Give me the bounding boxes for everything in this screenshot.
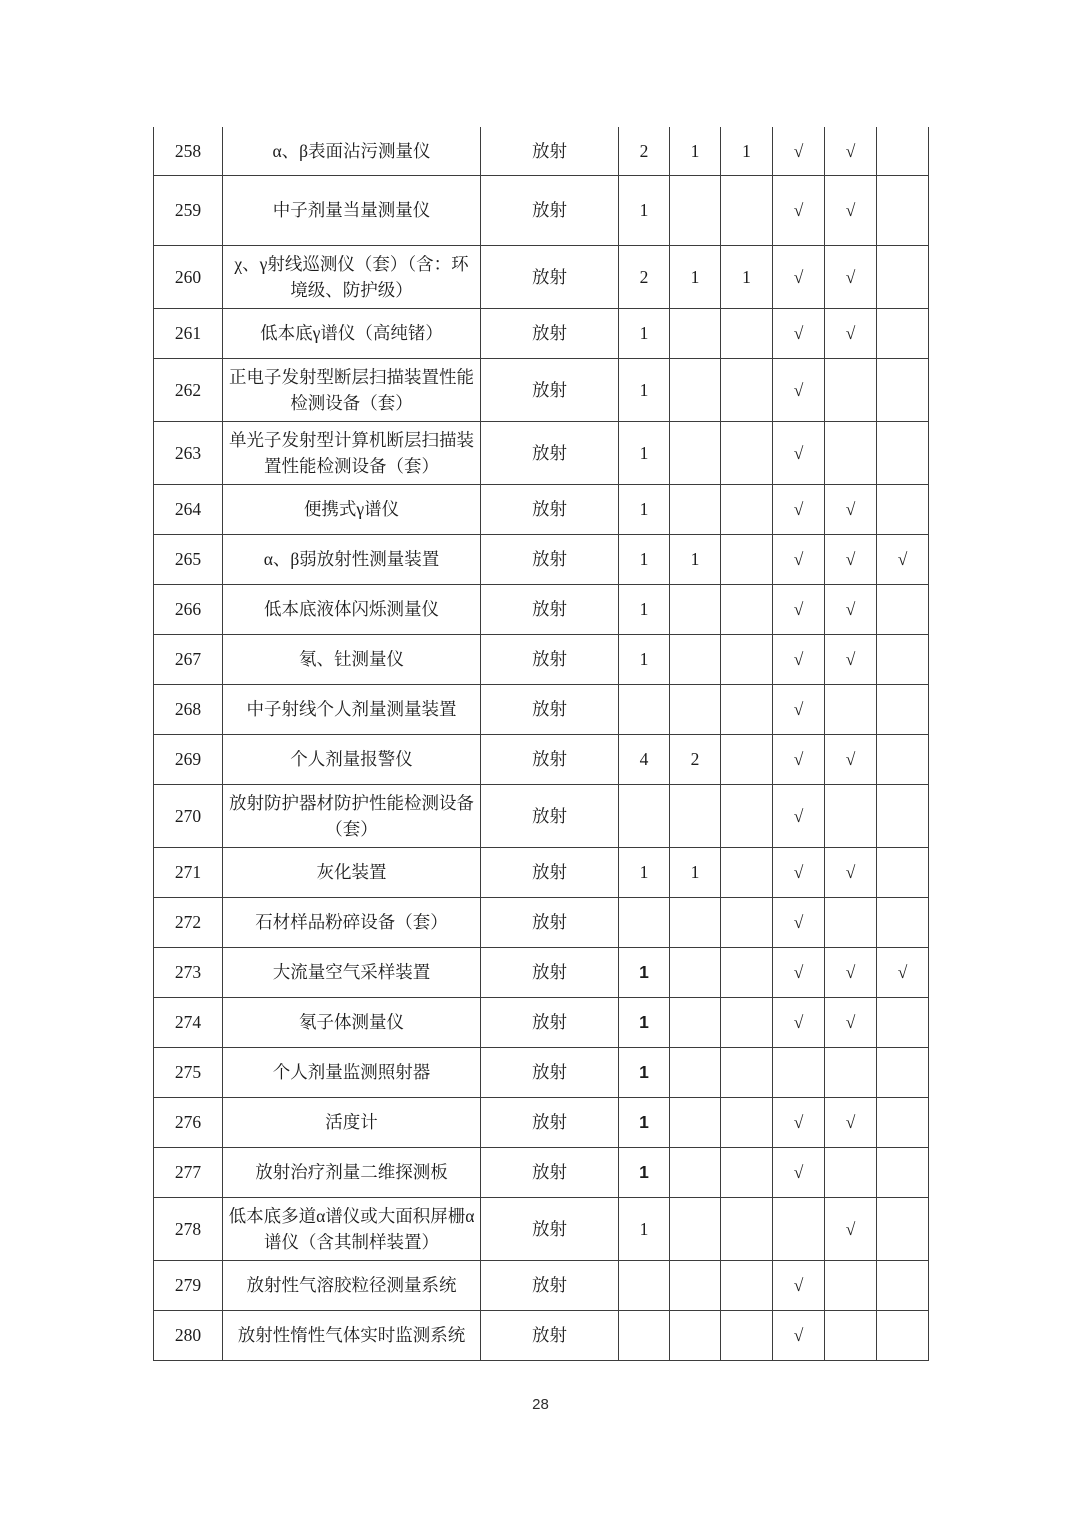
quantity-1 (619, 1310, 670, 1360)
equipment-name: 氡、钍测量仪 (223, 634, 481, 684)
table-row (154, 534, 929, 584)
quantity-3 (721, 534, 773, 584)
table-row (154, 634, 929, 684)
quantity-3 (721, 1310, 773, 1360)
quantity-2 (670, 1260, 721, 1310)
quantity-1: 1 (619, 847, 670, 897)
category: 放射 (481, 997, 619, 1047)
quantity-1: 2 (619, 127, 670, 175)
row-index: 273 (154, 947, 223, 997)
check-1: √ (773, 484, 825, 534)
table-row (154, 584, 929, 634)
check-3 (877, 784, 929, 847)
equipment-name: 石材样品粉碎设备（套） (223, 897, 481, 947)
category: 放射 (481, 684, 619, 734)
quantity-3: 1 (721, 127, 773, 175)
check-2 (825, 358, 877, 421)
quantity-1: 1 (619, 358, 670, 421)
table-row (154, 175, 929, 245)
check-2: √ (825, 847, 877, 897)
equipment-name: 正电子发射型断层扫描装置性能检测设备（套） (223, 358, 481, 421)
quantity-3 (721, 175, 773, 245)
quantity-1: 1 (619, 1147, 670, 1197)
quantity-3 (721, 1197, 773, 1260)
category: 放射 (481, 784, 619, 847)
row-index: 278 (154, 1197, 223, 1260)
quantity-3 (721, 1097, 773, 1147)
check-3 (877, 1097, 929, 1147)
quantity-1: 1 (619, 534, 670, 584)
quantity-2 (670, 1097, 721, 1147)
check-2: √ (825, 175, 877, 245)
quantity-1: 1 (619, 584, 670, 634)
equipment-table-container (153, 127, 928, 1361)
equipment-name: 活度计 (223, 1097, 481, 1147)
check-3 (877, 308, 929, 358)
check-2 (825, 1310, 877, 1360)
row-index: 275 (154, 1047, 223, 1097)
check-2 (825, 1260, 877, 1310)
check-2: √ (825, 127, 877, 175)
quantity-3 (721, 734, 773, 784)
check-1: √ (773, 1147, 825, 1197)
check-3 (877, 1310, 929, 1360)
quantity-2 (670, 1047, 721, 1097)
quantity-1 (619, 684, 670, 734)
equipment-name: 放射性惰性气体实时监测系统 (223, 1310, 481, 1360)
quantity-2: 1 (670, 127, 721, 175)
check-2 (825, 1147, 877, 1197)
table-row (154, 897, 929, 947)
check-1: √ (773, 421, 825, 484)
check-1: √ (773, 245, 825, 308)
check-2: √ (825, 734, 877, 784)
check-2: √ (825, 484, 877, 534)
check-1: √ (773, 1260, 825, 1310)
row-index: 272 (154, 897, 223, 947)
equipment-name: 便携式γ谱仪 (223, 484, 481, 534)
equipment-name: 个人剂量监测照射器 (223, 1047, 481, 1097)
check-3 (877, 684, 929, 734)
quantity-2: 2 (670, 734, 721, 784)
quantity-3 (721, 421, 773, 484)
category: 放射 (481, 897, 619, 947)
quantity-1: 1 (619, 1047, 670, 1097)
quantity-2 (670, 358, 721, 421)
quantity-3 (721, 684, 773, 734)
check-3 (877, 897, 929, 947)
quantity-3 (721, 1147, 773, 1197)
row-index: 279 (154, 1260, 223, 1310)
quantity-3 (721, 947, 773, 997)
row-index: 280 (154, 1310, 223, 1360)
row-index: 264 (154, 484, 223, 534)
check-1: √ (773, 997, 825, 1047)
quantity-2 (670, 1147, 721, 1197)
row-index: 269 (154, 734, 223, 784)
row-index: 270 (154, 784, 223, 847)
equipment-name: 个人剂量报警仪 (223, 734, 481, 784)
quantity-1: 1 (619, 484, 670, 534)
quantity-3 (721, 784, 773, 847)
check-3 (877, 1197, 929, 1260)
equipment-name: 中子剂量当量测量仪 (223, 175, 481, 245)
check-2 (825, 897, 877, 947)
equipment-name: 放射治疗剂量二维探测板 (223, 1147, 481, 1197)
row-index: 260 (154, 245, 223, 308)
table-row (154, 734, 929, 784)
check-1: √ (773, 308, 825, 358)
quantity-2 (670, 997, 721, 1047)
check-3 (877, 484, 929, 534)
table-row (154, 1197, 929, 1260)
quantity-1 (619, 897, 670, 947)
quantity-2 (670, 897, 721, 947)
check-1: √ (773, 358, 825, 421)
check-1: √ (773, 1097, 825, 1147)
category: 放射 (481, 127, 619, 175)
table-row (154, 358, 929, 421)
check-1: √ (773, 734, 825, 784)
quantity-1: 1 (619, 175, 670, 245)
quantity-1: 1 (619, 1097, 670, 1147)
check-3 (877, 584, 929, 634)
check-3 (877, 245, 929, 308)
equipment-name: χ、γ射线巡测仪（套）（含：环境级、防护级） (223, 245, 481, 308)
quantity-2 (670, 484, 721, 534)
category: 放射 (481, 484, 619, 534)
check-2: √ (825, 997, 877, 1047)
table-row (154, 421, 929, 484)
category: 放射 (481, 947, 619, 997)
category: 放射 (481, 634, 619, 684)
check-2: √ (825, 947, 877, 997)
quantity-2: 1 (670, 245, 721, 308)
quantity-3 (721, 584, 773, 634)
check-1: √ (773, 534, 825, 584)
check-3: √ (877, 534, 929, 584)
table-row (154, 1147, 929, 1197)
equipment-name: 灰化装置 (223, 847, 481, 897)
check-2: √ (825, 245, 877, 308)
table-row (154, 784, 929, 847)
category: 放射 (481, 534, 619, 584)
row-index: 263 (154, 421, 223, 484)
quantity-2: 1 (670, 534, 721, 584)
quantity-1: 1 (619, 308, 670, 358)
check-3 (877, 634, 929, 684)
category: 放射 (481, 734, 619, 784)
category: 放射 (481, 245, 619, 308)
row-index: 271 (154, 847, 223, 897)
table-row (154, 484, 929, 534)
quantity-3 (721, 847, 773, 897)
check-3: √ (877, 947, 929, 997)
category: 放射 (481, 308, 619, 358)
quantity-3 (721, 634, 773, 684)
table-row (154, 1260, 929, 1310)
check-1: √ (773, 897, 825, 947)
quantity-3 (721, 897, 773, 947)
table-row (154, 1310, 929, 1360)
table-row (154, 245, 929, 308)
equipment-name: 中子射线个人剂量测量装置 (223, 684, 481, 734)
row-index: 266 (154, 584, 223, 634)
equipment-name: 放射性气溶胶粒径测量系统 (223, 1260, 481, 1310)
quantity-2: 1 (670, 847, 721, 897)
quantity-3 (721, 308, 773, 358)
quantity-3 (721, 358, 773, 421)
check-1: √ (773, 175, 825, 245)
category: 放射 (481, 358, 619, 421)
quantity-1: 1 (619, 421, 670, 484)
check-3 (877, 1260, 929, 1310)
quantity-3: 1 (721, 245, 773, 308)
category: 放射 (481, 421, 619, 484)
quantity-2 (670, 947, 721, 997)
equipment-table (153, 127, 929, 1361)
table-row (154, 127, 929, 175)
quantity-1: 2 (619, 245, 670, 308)
check-2 (825, 1047, 877, 1097)
row-index: 274 (154, 997, 223, 1047)
category: 放射 (481, 1197, 619, 1260)
equipment-name: α、β表面沾污测量仪 (223, 127, 481, 175)
quantity-1 (619, 784, 670, 847)
check-1 (773, 1047, 825, 1097)
equipment-name: 低本底液体闪烁测量仪 (223, 584, 481, 634)
check-3 (877, 1047, 929, 1097)
row-index: 276 (154, 1097, 223, 1147)
quantity-1 (619, 1260, 670, 1310)
equipment-name: 单光子发射型计算机断层扫描装置性能检测设备（套） (223, 421, 481, 484)
check-2: √ (825, 1197, 877, 1260)
quantity-3 (721, 484, 773, 534)
quantity-2 (670, 684, 721, 734)
check-2: √ (825, 1097, 877, 1147)
check-2: √ (825, 634, 877, 684)
check-3 (877, 1147, 929, 1197)
equipment-name: 低本底γ谱仪（高纯锗） (223, 308, 481, 358)
quantity-3 (721, 1260, 773, 1310)
row-index: 258 (154, 127, 223, 175)
check-1: √ (773, 947, 825, 997)
row-index: 259 (154, 175, 223, 245)
quantity-1: 1 (619, 947, 670, 997)
check-1: √ (773, 634, 825, 684)
equipment-name: 放射防护器材防护性能检测设备（套） (223, 784, 481, 847)
category: 放射 (481, 847, 619, 897)
table-row (154, 684, 929, 734)
table-row (154, 997, 929, 1047)
table-row (154, 1047, 929, 1097)
category: 放射 (481, 1097, 619, 1147)
equipment-name: 氡子体测量仪 (223, 997, 481, 1047)
check-3 (877, 997, 929, 1047)
quantity-2 (670, 784, 721, 847)
quantity-1: 1 (619, 997, 670, 1047)
quantity-1: 1 (619, 634, 670, 684)
check-1: √ (773, 127, 825, 175)
quantity-2 (670, 1310, 721, 1360)
quantity-3 (721, 997, 773, 1047)
equipment-name: 大流量空气采样装置 (223, 947, 481, 997)
table-row (154, 1097, 929, 1147)
check-2: √ (825, 584, 877, 634)
check-3 (877, 421, 929, 484)
check-3 (877, 734, 929, 784)
category: 放射 (481, 584, 619, 634)
row-index: 267 (154, 634, 223, 684)
quantity-2 (670, 175, 721, 245)
check-2 (825, 684, 877, 734)
category: 放射 (481, 1047, 619, 1097)
row-index: 265 (154, 534, 223, 584)
quantity-1: 4 (619, 734, 670, 784)
row-index: 268 (154, 684, 223, 734)
quantity-2 (670, 308, 721, 358)
page-number: 28 (532, 1396, 549, 1413)
check-3 (877, 175, 929, 245)
check-2: √ (825, 308, 877, 358)
row-index: 261 (154, 308, 223, 358)
check-1 (773, 1197, 825, 1260)
row-index: 262 (154, 358, 223, 421)
table-row (154, 947, 929, 997)
quantity-2 (670, 584, 721, 634)
equipment-name: α、β弱放射性测量装置 (223, 534, 481, 584)
quantity-2 (670, 1197, 721, 1260)
quantity-2 (670, 421, 721, 484)
quantity-2 (670, 634, 721, 684)
category: 放射 (481, 175, 619, 245)
check-3 (877, 358, 929, 421)
check-1: √ (773, 584, 825, 634)
equipment-name: 低本底多道α谱仪或大面积屏栅α谱仪（含其制样装置） (223, 1197, 481, 1260)
check-2: √ (825, 534, 877, 584)
check-2 (825, 784, 877, 847)
category: 放射 (481, 1310, 619, 1360)
table-body (154, 127, 929, 1360)
check-1: √ (773, 684, 825, 734)
quantity-3 (721, 1047, 773, 1097)
quantity-1: 1 (619, 1197, 670, 1260)
check-1: √ (773, 847, 825, 897)
category: 放射 (481, 1260, 619, 1310)
table-row (154, 847, 929, 897)
row-index: 277 (154, 1147, 223, 1197)
check-2 (825, 421, 877, 484)
check-1: √ (773, 1310, 825, 1360)
check-1: √ (773, 784, 825, 847)
check-3 (877, 127, 929, 175)
category: 放射 (481, 1147, 619, 1197)
check-3 (877, 847, 929, 897)
table-row (154, 308, 929, 358)
